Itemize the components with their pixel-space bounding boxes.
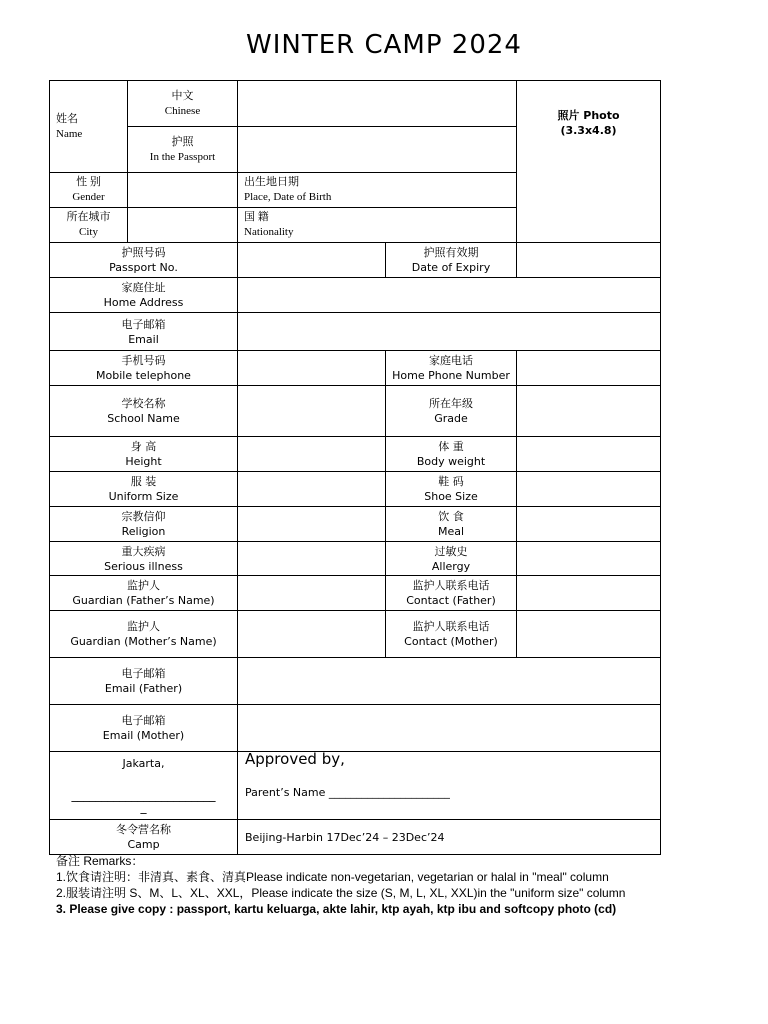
approved-by: Approved by, (245, 751, 345, 768)
height-label: 身 高 Height (50, 437, 238, 472)
shoe-label: 鞋 码 Shoe Size (386, 472, 517, 507)
birth-label: 出生地日期 Place, Date of Birth (238, 173, 517, 208)
city-label: 所在城市 City (50, 208, 128, 243)
remarks (56, 853, 756, 917)
grade-label: 所在年级 Grade (386, 386, 517, 437)
uniform-field[interactable] (238, 472, 386, 507)
email-father-label: 电子邮箱 Email (Father) (50, 658, 238, 705)
meal-field[interactable] (517, 507, 661, 542)
guardian-mother-label: 监护人 Guardian (Mother’s Name) (50, 611, 238, 658)
weight-field[interactable] (517, 437, 661, 472)
signature-block (50, 752, 238, 820)
passport-no-field[interactable] (238, 243, 386, 278)
gender-label: 性 别 Gender (50, 173, 128, 208)
grade-field[interactable] (517, 386, 661, 437)
contact-mother-field[interactable] (517, 611, 661, 658)
gender-field[interactable] (128, 173, 238, 208)
email-father-field[interactable] (238, 658, 661, 705)
religion-label: 宗教信仰 Religion (50, 507, 238, 542)
expiry-field[interactable] (517, 243, 661, 278)
passport-name-label: 护照 In the Passport (128, 127, 238, 173)
camp-value: Beijing-Harbin 17Dec’24 – 23Dec’24 (238, 820, 661, 855)
passport-no-label: 护照号码 Passport No. (50, 243, 238, 278)
signature-dash: _ (140, 800, 147, 814)
camp-label: 冬令营名称 Camp (50, 820, 238, 855)
home-phone-label: 家庭电话 Home Phone Number (386, 351, 517, 386)
meal-label: 饮 食 Meal (386, 507, 517, 542)
remarks-line-2: 2.服装请注明 S、M、L、XL、XXL，Please indicate the size (S, M, L, XL, XXL)in the "uniform size" column (56, 886, 626, 900)
home-address-field[interactable] (238, 278, 661, 313)
school-field[interactable] (238, 386, 386, 437)
photo-label: 照片 Photo (557, 109, 620, 122)
expiry-label: 护照有效期 Date of Expiry (386, 243, 517, 278)
remarks-line-1: 1.饮食请注明：非清真、素食、清真Please indicate non-vegetarian, vegetarian or halal in "meal" column (56, 870, 609, 884)
signature-line: ________________________ (71, 788, 216, 802)
signature-place: Jakarta, (122, 757, 165, 770)
email-label: 电子邮箱 Email (50, 313, 238, 351)
guardian-father-field[interactable] (238, 576, 386, 611)
mobile-field[interactable] (238, 351, 386, 386)
email-field[interactable] (238, 313, 661, 351)
remarks-line-3: 3. Please give copy : passport, kartu keluarga, akte lahir, ktp ayah, ktp ibu and softcopy photo (cd) (56, 902, 617, 916)
name-label: 姓名 Name (50, 81, 128, 173)
contact-mother-label: 监护人联系电话 Contact (Mother) (386, 611, 517, 658)
remarks-heading: 备注 Remarks： (56, 854, 144, 868)
illness-field[interactable] (238, 542, 386, 576)
page-title: WINTER CAMP 2024 (246, 30, 522, 60)
guardian-mother-field[interactable] (238, 611, 386, 658)
home-phone-field[interactable] (517, 351, 661, 386)
illness-label: 重大疾病 Serious illness (50, 542, 238, 576)
email-mother-label: 电子邮箱 Email (Mother) (50, 705, 238, 752)
religion-field[interactable] (238, 507, 386, 542)
parent-name-line: Parent’s Name ______________________ (245, 786, 450, 799)
email-mother-field[interactable] (238, 705, 661, 752)
city-field[interactable] (128, 208, 238, 243)
passport-name-field[interactable] (238, 127, 517, 173)
allergy-field[interactable] (517, 542, 661, 576)
photo-size: (3.3x4.8) (560, 124, 617, 137)
uniform-label: 服 装 Uniform Size (50, 472, 238, 507)
chinese-name-label: 中文 Chinese (128, 81, 238, 127)
allergy-label: 过敏史 Allergy (386, 542, 517, 576)
height-field[interactable] (238, 437, 386, 472)
contact-father-field[interactable] (517, 576, 661, 611)
approval-block (238, 752, 661, 820)
contact-father-label: 监护人联系电话 Contact (Father) (386, 576, 517, 611)
registration-form (49, 80, 661, 855)
school-label: 学校名称 School Name (50, 386, 238, 437)
weight-label: 体 重 Body weight (386, 437, 517, 472)
shoe-field[interactable] (517, 472, 661, 507)
home-address-label: 家庭住址 Home Address (50, 278, 238, 313)
nationality-label: 国 籍 Nationality (238, 208, 517, 243)
guardian-father-label: 监护人 Guardian (Father’s Name) (50, 576, 238, 611)
mobile-label: 手机号码 Mobile telephone (50, 351, 238, 386)
chinese-name-field[interactable] (238, 81, 517, 127)
photo-box (517, 81, 661, 243)
